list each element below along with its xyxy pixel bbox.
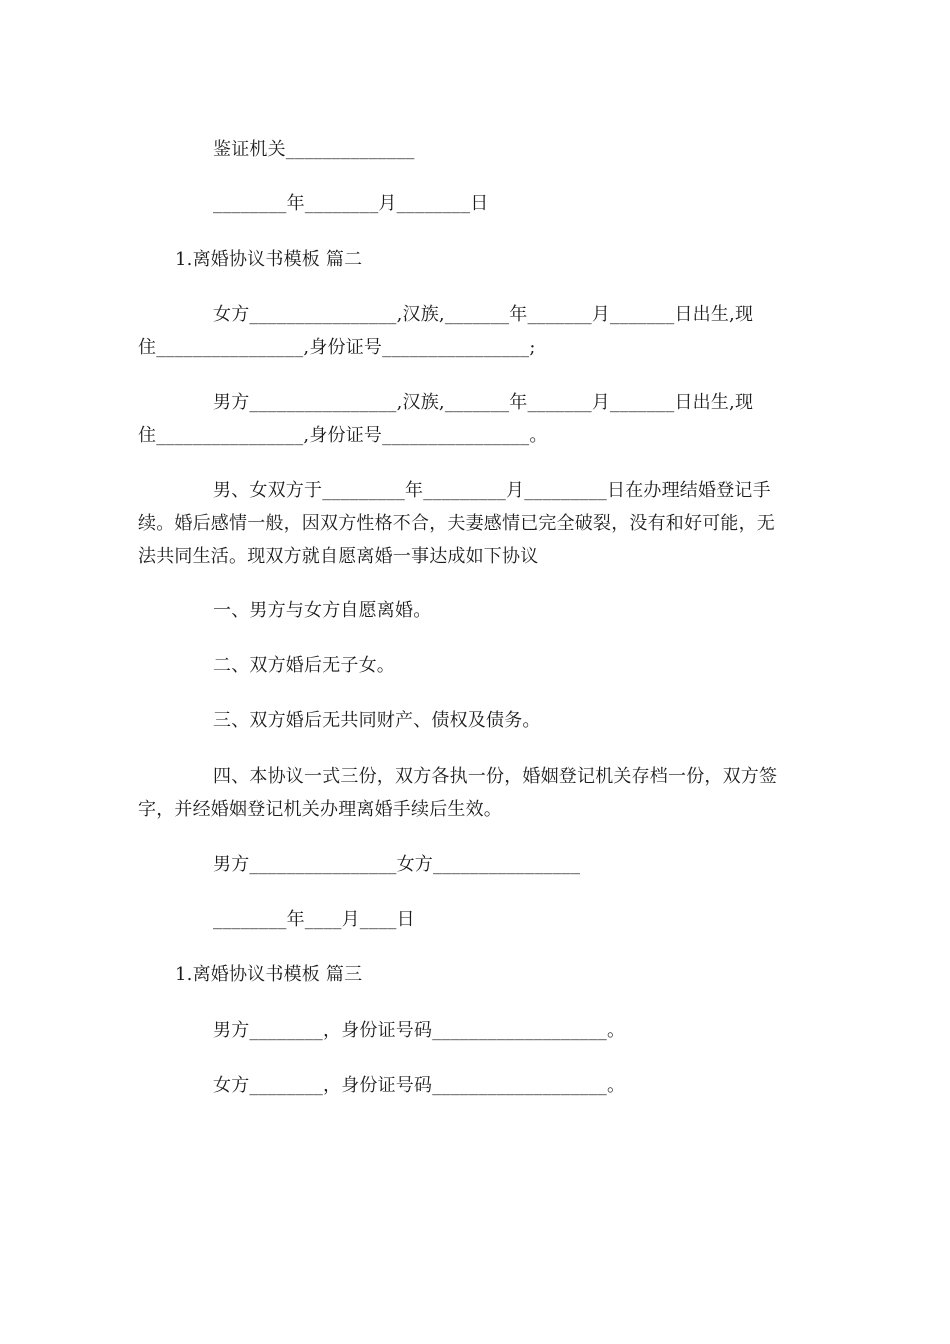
husband-info-line-1: 男方________________,汉族,_______年_______月_______日出生,现	[213, 392, 754, 413]
clause-4-line-2: 字，并经婚姻登记机关办理离婚手续后生效。	[138, 799, 502, 820]
notary-authority-line: 鉴证机关______________	[213, 139, 415, 160]
wife-info-line-1: 女方________________,汉族,_______年_______月_______日出生,现	[213, 304, 754, 325]
clause-4-line-1: 四、本协议一式三份，双方各执一份，婚姻登记机关存档一份，双方签	[213, 766, 778, 787]
marriage-statement-line-3: 法共同生活。现双方就自愿离婚一事达成如下协议	[138, 546, 539, 567]
section-heading-3: 1.离婚协议书模板 篇三	[175, 964, 363, 985]
wife-id-line: 女方________，身份证号码___________________。	[213, 1075, 626, 1096]
husband-info-line-2: 住________________,身份证号________________。	[138, 425, 548, 446]
signature-date-line: ________年____月____日	[213, 909, 415, 930]
signature-line: 男方________________女方________________	[213, 854, 581, 875]
husband-id-line: 男方________，身份证号码___________________。	[213, 1020, 626, 1041]
clause-1: 一、男方与女方自愿离婚。	[213, 600, 432, 621]
clause-2: 二、双方婚后无子女。	[213, 655, 395, 676]
section-heading-2: 1.离婚协议书模板 篇二	[175, 249, 363, 270]
marriage-statement-line-2: 续。婚后感情一般，因双方性格不合，夫妻感情已完全破裂，没有和好可能，无	[138, 513, 775, 534]
marriage-statement-line-1: 男、女双方于_________年_________月_________日在办理结婚登记手	[213, 480, 771, 501]
clause-3: 三、双方婚后无共同财产、债权及债务。	[213, 710, 541, 731]
date-line: ________年________月________日	[213, 193, 489, 214]
wife-info-line-2: 住________________,身份证号________________;	[138, 337, 536, 358]
